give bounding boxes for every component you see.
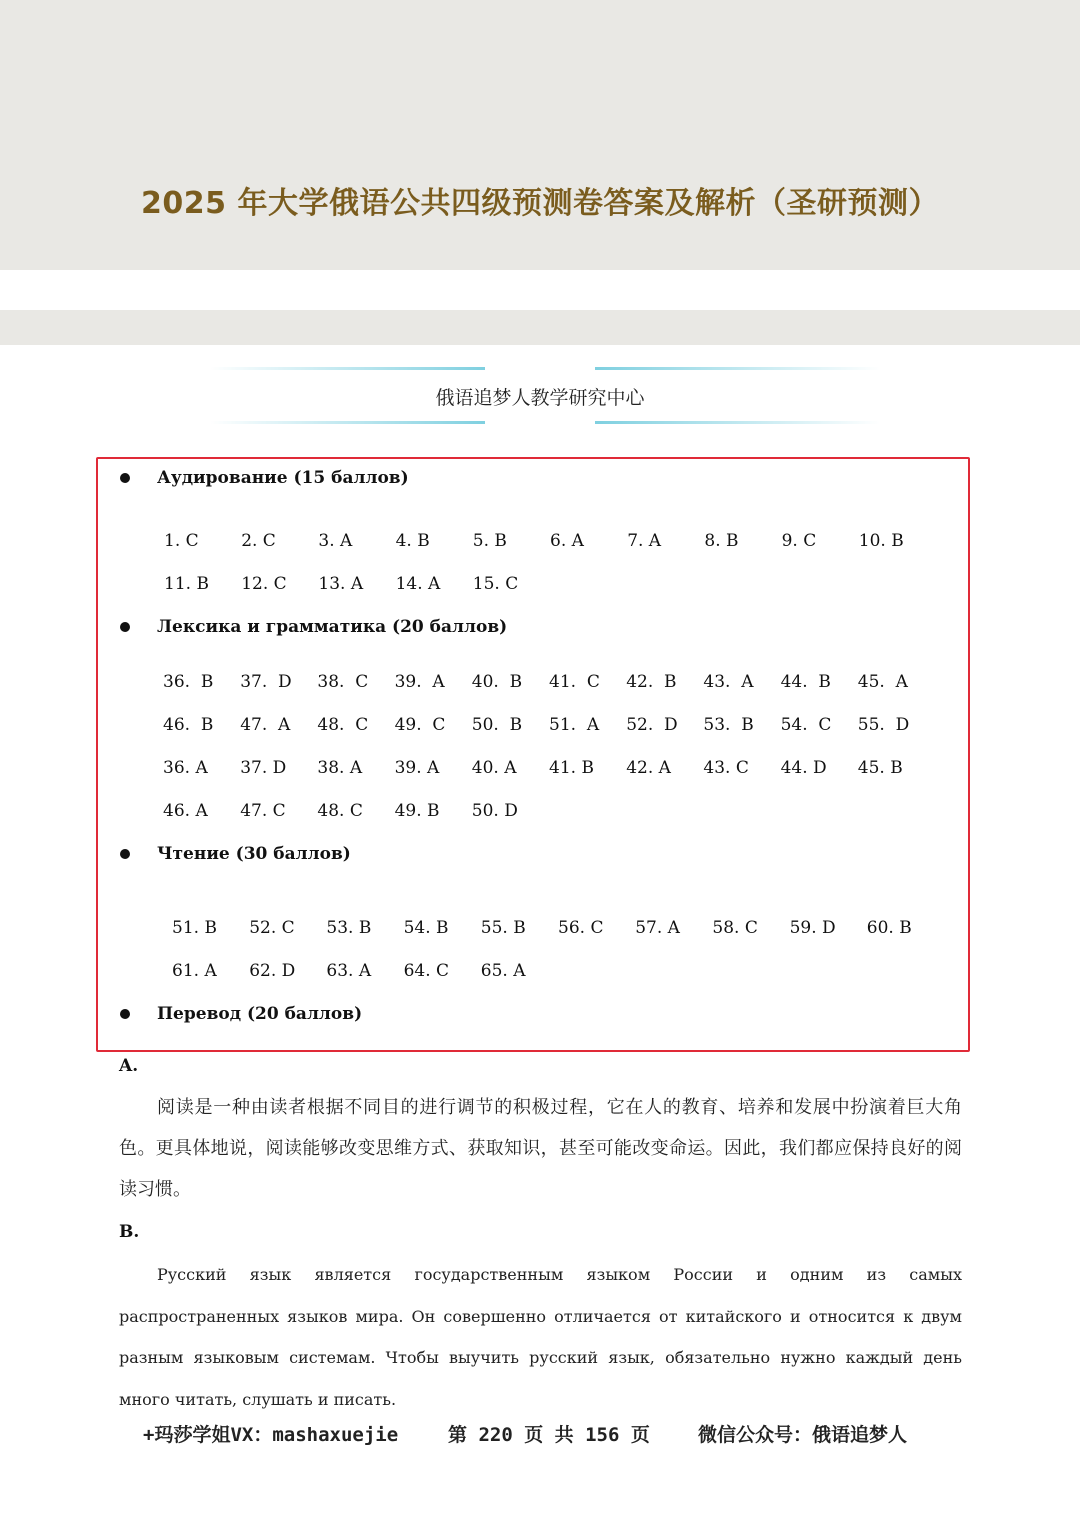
answer-item: 9. C — [781, 531, 817, 551]
answer-item: 42. A — [626, 758, 671, 778]
brand-line-bottom-right — [595, 421, 880, 424]
brand-line-top-right — [595, 367, 880, 370]
footer-page-info: 第 220 页 共 156 页 — [448, 1424, 650, 1446]
answer-item: 11. B — [164, 574, 209, 594]
answer-item: 54. B — [403, 918, 449, 938]
footer-wechat: 微信公众号：俄语追梦人 — [698, 1424, 908, 1446]
answer-item: 49. B — [394, 801, 440, 821]
answer-item: 41. C — [549, 672, 600, 692]
section-heading-text: Перевод (20 баллов) — [157, 1004, 363, 1024]
answer-item: 40. A — [471, 758, 517, 778]
translation-b-label: B. — [119, 1222, 140, 1242]
answer-item: 38. C — [317, 672, 369, 692]
answer-item: 38. A — [317, 758, 363, 778]
answer-item: 14. A — [395, 574, 441, 594]
answer-item: 49. C — [394, 715, 446, 735]
bullet-icon — [120, 1009, 130, 1019]
answer-item: 37. D — [240, 758, 287, 778]
translation-a-label: A. — [119, 1056, 139, 1076]
answer-item: 52. D — [626, 715, 678, 735]
answer-item: 41. B — [549, 758, 594, 778]
answer-item: 46. A — [163, 801, 208, 821]
answer-item: 57. A — [635, 918, 680, 938]
answer-item: 12. C — [241, 574, 287, 594]
answer-item: 39. A — [394, 672, 445, 692]
answer-item: 53. B — [703, 715, 754, 735]
answer-item: 36. A — [163, 758, 208, 778]
answer-item: 48. C — [317, 801, 363, 821]
answer-item: 47. A — [240, 715, 291, 735]
section-reading-heading — [120, 844, 351, 864]
bullet-icon — [120, 622, 130, 632]
section-listening-heading — [120, 468, 409, 488]
answer-item: 4. B — [395, 531, 430, 551]
answer-item: 53. B — [326, 918, 372, 938]
section-heading-text: Лексика и грамматика (20 баллов) — [157, 617, 508, 637]
section-heading-text: Чтение (30 баллов) — [157, 844, 351, 864]
answer-item: 36. B — [163, 672, 214, 692]
brand-line-bottom-left — [210, 421, 485, 424]
answer-item: 8. B — [704, 531, 739, 551]
answer-item: 45. A — [857, 672, 908, 692]
section-lexicon-heading — [120, 617, 507, 637]
answer-item: 56. C — [558, 918, 604, 938]
answer-item: 5. B — [472, 531, 507, 551]
answer-item: 55. D — [857, 715, 910, 735]
bullet-icon — [120, 473, 130, 483]
answer-item: 15. C — [472, 574, 519, 594]
answer-item: 3. A — [318, 531, 353, 551]
answer-item: 51. A — [549, 715, 600, 735]
answer-key-box — [96, 457, 970, 1052]
answer-item: 42. B — [626, 672, 677, 692]
answer-item: 51. B — [172, 918, 217, 938]
answer-item: 48. C — [317, 715, 369, 735]
translation-b-text: Русский язык является государственным языком России и одним из самых распространенных языков мира. Он совершенно отличается от китайского и относится к двум разным языковым системам. Чтобы выучить русский язык, обязательно нужно каждый день много читать, слушать и писать. — [119, 1265, 962, 1409]
answer-item: 7. A — [627, 531, 662, 551]
answer-item: 59. D — [789, 918, 836, 938]
answer-item: 63. A — [326, 961, 372, 981]
answer-item: 43. A — [703, 672, 754, 692]
translation-a-text: 阅读是一种由读者根据不同目的进行调节的积极过程，它在人的教育、培养和发展中扮演着巨大角色。更具体地说，阅读能够改变思维方式、获取知识，甚至可能改变命运。因此，我们都应保持良好的阅读习惯。 — [119, 1097, 962, 1200]
answer-item: 52. C — [249, 918, 295, 938]
page-title: 2025 年大学俄语公共四级预测卷答案及解析（圣研预测） — [141, 186, 939, 221]
answer-item: 46. B — [163, 715, 214, 735]
answer-item: 65. A — [480, 961, 526, 981]
answer-item: 62. D — [249, 961, 296, 981]
answer-item: 54. C — [780, 715, 832, 735]
header-band — [0, 0, 1080, 270]
answer-item: 40. B — [471, 672, 523, 692]
answer-item: 44. B — [780, 672, 831, 692]
section-translation-heading — [120, 1004, 362, 1024]
footer-contact: +玛莎学姐VX：mashaxuejie — [143, 1424, 399, 1446]
answer-item: 10. B — [858, 531, 904, 551]
answer-item: 47. C — [240, 801, 286, 821]
brand-name: 俄语追梦人教学研究中心 — [435, 387, 645, 409]
answer-item: 37. D — [240, 672, 292, 692]
answer-item: 39. A — [394, 758, 440, 778]
answer-item: 13. A — [318, 574, 364, 594]
answer-item: 43. C — [703, 758, 749, 778]
answer-item: 6. A — [550, 531, 584, 551]
answer-item: 50. D — [471, 801, 518, 821]
answer-item: 1. C — [164, 531, 199, 551]
answer-item: 64. C — [403, 961, 450, 981]
answer-item: 58. C — [712, 918, 758, 938]
divider-band — [0, 310, 1080, 345]
answer-item: 55. B — [480, 918, 526, 938]
answer-item: 44. D — [780, 758, 827, 778]
answer-item: 2. C — [241, 531, 276, 551]
section-heading-text: Аудирование (15 баллов) — [157, 468, 409, 488]
answer-item: 61. A — [172, 961, 217, 981]
answer-item: 50. B — [471, 715, 523, 735]
answer-item: 45. B — [857, 758, 903, 778]
answer-item: 60. B — [866, 918, 912, 938]
brand-line-top-left — [210, 367, 485, 370]
bullet-icon — [120, 849, 130, 859]
